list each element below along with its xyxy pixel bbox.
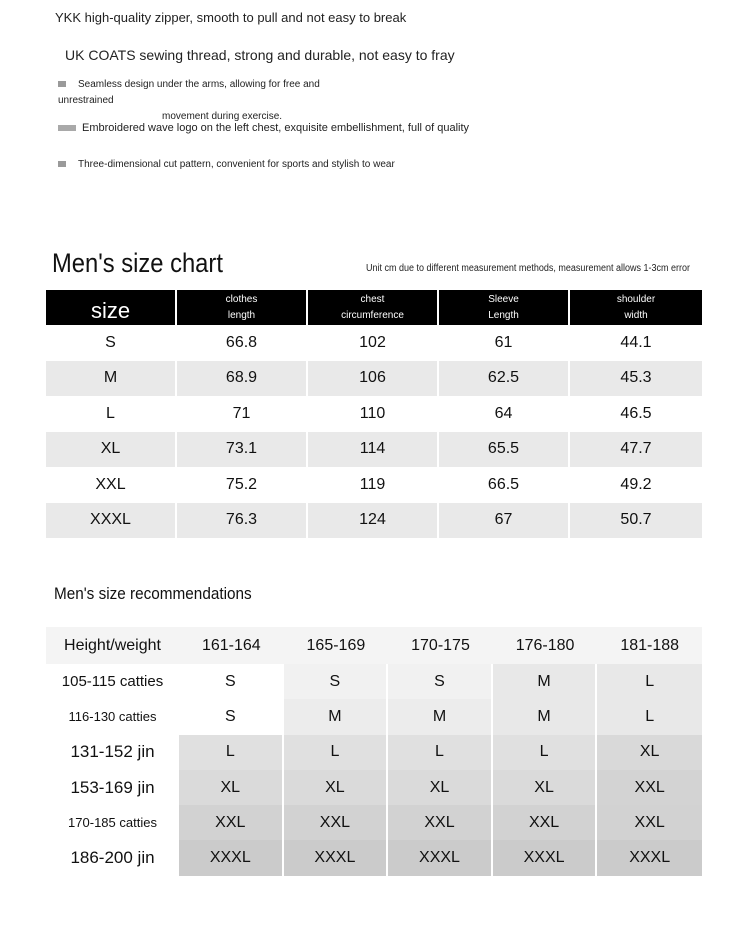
cell-size: M	[284, 699, 389, 734]
cell-chest: 124	[308, 503, 439, 539]
cell-size: S	[179, 664, 284, 699]
table-row	[46, 735, 702, 770]
bullet-icon	[58, 161, 66, 167]
row-weight-label: 170-185 catties	[46, 805, 179, 840]
header-sleeve-line2: Length	[488, 309, 519, 321]
cell-size: XXL	[597, 805, 702, 840]
header-length	[177, 290, 308, 325]
header-chest	[308, 290, 439, 325]
bullet-icon	[58, 125, 76, 131]
cell-size: M	[388, 699, 493, 734]
header-height: 170-175	[411, 636, 470, 654]
cell-length: 66.8	[177, 325, 308, 361]
cell-size: XXL	[179, 805, 284, 840]
size-chart-table	[46, 290, 702, 538]
cell-chest: 106	[308, 361, 439, 397]
cell-shoulder: 50.7	[570, 503, 702, 539]
cell-size: L	[388, 735, 493, 770]
table-row	[46, 770, 702, 805]
row-weight-label: 186-200 jin	[46, 840, 179, 875]
cell-chest: 102	[308, 325, 439, 361]
cell-shoulder: 47.7	[570, 432, 702, 468]
header-height: 165-169	[306, 636, 366, 654]
cell-sleeve: 61	[439, 325, 570, 361]
table-row	[46, 840, 702, 875]
cell-length: 75.2	[177, 467, 308, 503]
table-row	[46, 467, 702, 503]
cell-size: S	[46, 325, 177, 361]
cell-size: S	[284, 664, 389, 699]
header-chest-line2: circumference	[341, 309, 404, 321]
feature-cut-text: Three-dimensional cut pattern, convenient for sports and stylish to wear	[78, 159, 395, 170]
feature-zipper: YKK high-quality zipper, smooth to pull and not easy to break	[55, 10, 407, 25]
header-length-line2: length	[227, 309, 256, 321]
cell-shoulder: 45.3	[570, 361, 702, 397]
recommendations-title: Men's size recommendations	[54, 584, 252, 603]
cell-size: S	[179, 699, 284, 734]
table-row	[46, 361, 702, 397]
cell-shoulder: 46.5	[570, 396, 702, 432]
header-size: size	[46, 290, 177, 325]
header-length-line1: clothes	[225, 293, 258, 305]
bullet-icon	[58, 81, 66, 87]
cell-size: XL	[179, 770, 284, 805]
cell-chest: 119	[308, 467, 439, 503]
row-weight-label: 131-152 jin	[46, 735, 179, 770]
recommendations-header	[46, 627, 702, 664]
table-row	[46, 503, 702, 539]
cell-size: S	[388, 664, 493, 699]
header-shoulder	[570, 290, 702, 325]
header-height: 181-188	[620, 636, 680, 654]
cell-size: XL	[284, 770, 389, 805]
cell-sleeve: 64	[439, 396, 570, 432]
table-row	[46, 325, 702, 361]
cell-size: XXXL	[493, 840, 598, 875]
cell-size: XL	[388, 770, 493, 805]
size-chart-title: Men's size chart	[52, 248, 223, 278]
cell-size: XXXL	[388, 840, 493, 875]
cell-chest: 114	[308, 432, 439, 468]
cell-length: 76.3	[177, 503, 308, 539]
cell-size: L	[46, 396, 177, 432]
cell-sleeve: 66.5	[439, 467, 570, 503]
cell-size: XXXL	[597, 840, 702, 875]
feature-embroidery-text: Embroidered wave logo on the left chest, exquisite embellishment, full of quality	[82, 122, 470, 134]
cell-size: L	[179, 735, 284, 770]
feature-thread: UK COATS sewing thread, strong and durable, not easy to fray	[65, 47, 455, 63]
header-chest-line1: chest	[360, 293, 385, 305]
cell-size: XXL	[46, 467, 177, 503]
table-row	[46, 396, 702, 432]
cell-shoulder: 44.1	[570, 325, 702, 361]
header-sleeve-line1: Sleeve	[488, 293, 519, 305]
row-weight-label: 153-169 jin	[46, 770, 179, 805]
cell-size: M	[46, 361, 177, 397]
table-row	[46, 699, 702, 734]
cell-size: XXL	[597, 770, 702, 805]
feature-seamless	[58, 77, 358, 125]
feature-seamless-line2: movement during exercise.	[162, 111, 283, 122]
header-sleeve	[439, 290, 570, 325]
table-row	[46, 805, 702, 840]
cell-sleeve: 65.5	[439, 432, 570, 468]
cell-shoulder: 49.2	[570, 467, 702, 503]
header-shoulder-line1: shoulder	[616, 293, 656, 305]
row-weight-label: 105-115 catties	[46, 664, 179, 699]
row-weight-label: 116-130 catties	[46, 699, 179, 734]
header-shoulder-line2: width	[624, 309, 648, 321]
cell-size: XL	[46, 432, 177, 468]
cell-length: 68.9	[177, 361, 308, 397]
cell-size: M	[493, 699, 598, 734]
cell-size: L	[597, 664, 702, 699]
cell-size: XL	[493, 770, 598, 805]
cell-size: XXL	[493, 805, 598, 840]
recommendations-table	[46, 627, 702, 876]
cell-size: L	[597, 699, 702, 734]
header-height: 161-164	[201, 636, 261, 654]
cell-size: XXXL	[284, 840, 389, 875]
cell-size: XXL	[388, 805, 493, 840]
cell-size: XL	[597, 735, 702, 770]
feature-seamless-line1: Seamless design under the arms, allowing for free and unrestrained	[58, 79, 320, 106]
cell-length: 71	[177, 396, 308, 432]
cell-length: 73.1	[177, 432, 308, 468]
header-height-weight: Height/weight	[64, 636, 161, 654]
cell-size: XXXL	[179, 840, 284, 875]
header-height: 176-180	[515, 636, 575, 654]
cell-size: L	[284, 735, 389, 770]
unit-note: Unit cm due to different measurement methods, measurement allows 1-3cm error	[366, 263, 690, 274]
cell-sleeve: 62.5	[439, 361, 570, 397]
cell-sleeve: 67	[439, 503, 570, 539]
cell-size: XXL	[284, 805, 389, 840]
cell-chest: 110	[308, 396, 439, 432]
size-chart-header	[46, 290, 702, 325]
table-row	[46, 664, 702, 699]
table-row	[46, 432, 702, 468]
cell-size: XXXL	[46, 503, 177, 539]
cell-size: L	[493, 735, 598, 770]
feature-embroidery	[58, 122, 469, 134]
feature-cut	[58, 159, 395, 170]
cell-size: M	[493, 664, 598, 699]
